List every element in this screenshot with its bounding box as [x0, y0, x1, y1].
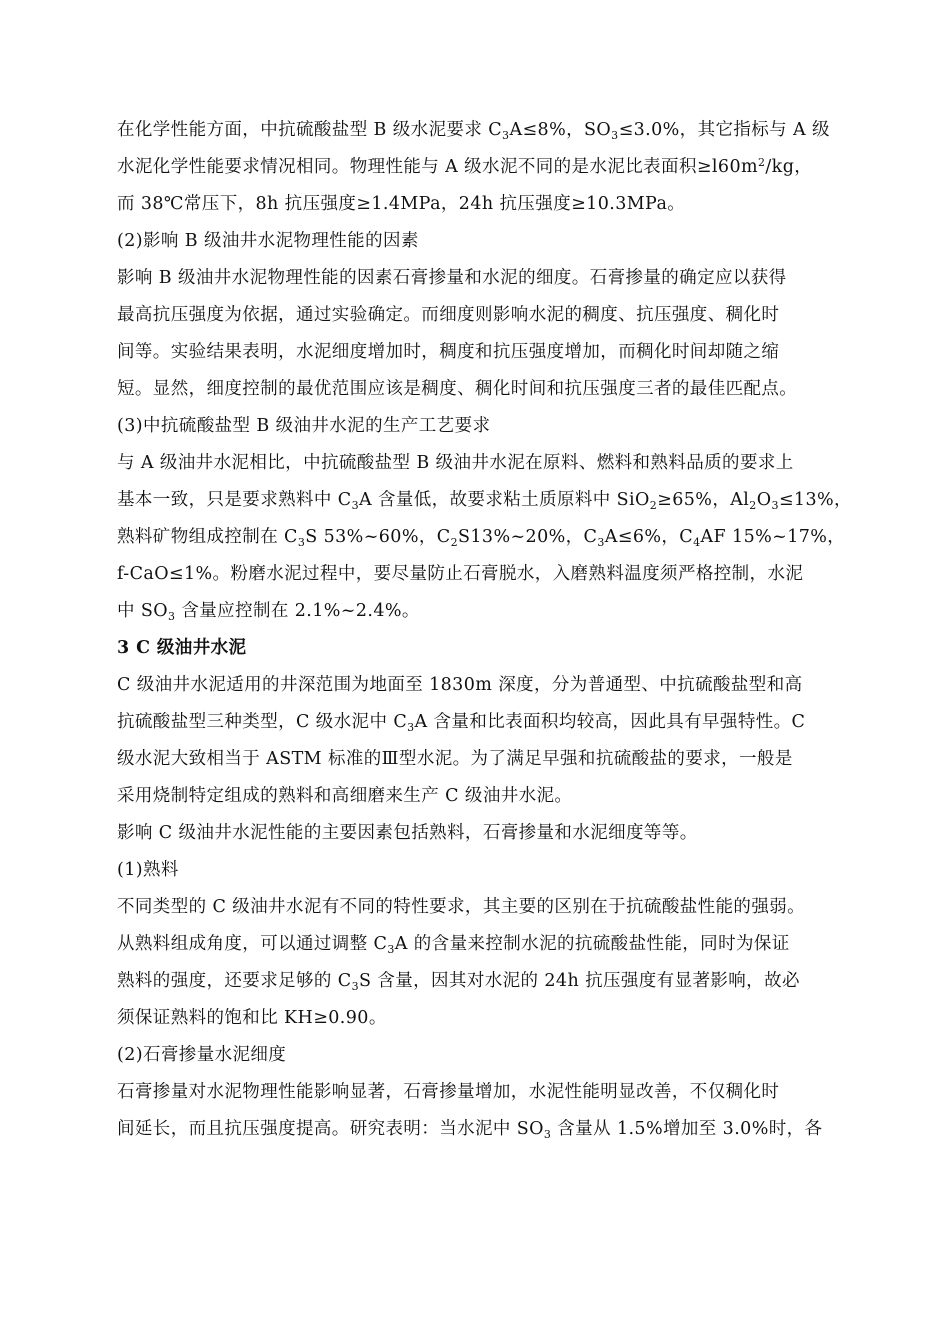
text-line	[117, 963, 837, 1000]
superscript: 2	[757, 156, 766, 169]
text-line	[117, 889, 837, 926]
text-run: 而 38℃常压下，8h 抗压强度≥1.4MPa，24h 抗压强度≥10.3MPa。	[117, 194, 686, 214]
subscript: 3	[387, 943, 395, 956]
subscript: 3	[597, 536, 605, 549]
subscript: 3	[168, 610, 176, 623]
text-line	[117, 334, 837, 371]
text-run: 在化学性能方面，中抗硫酸盐型 B 级水泥要求 C	[117, 120, 503, 140]
text-run: 熟料矿物组成控制在 C	[117, 527, 298, 547]
subscript: 3	[611, 129, 619, 142]
subscript: 4	[693, 536, 701, 549]
text-run: ≤13%，	[778, 490, 852, 510]
text-run: 中 SO	[117, 601, 168, 621]
text-run: S 含量，因其对水泥的 24h 抗压强度有显著影响，故必	[358, 971, 800, 991]
text-run: (2)影响 B 级油井水泥物理性能的因素	[117, 231, 419, 251]
subscript: 2	[450, 536, 458, 549]
text-run: 间等。实验结果表明，水泥细度增加时，稠度和抗压强度增加，而稠化时间却随之缩	[117, 342, 780, 362]
text-run: 级水泥大致相当于 ASTM 标准的Ⅲ型水泥。为了满足早强和抗硫酸盐的要求，一般是	[117, 749, 793, 769]
text-run: O	[756, 490, 772, 510]
subscript: 3	[502, 129, 510, 142]
text-line	[117, 519, 846, 556]
text-run: 水泥化学性能要求情况相同。物理性能与 A 级水泥不同的是水泥比表面积≥l60m	[117, 157, 758, 177]
text-run: 从熟料组成角度，可以通过调整 C	[117, 934, 388, 954]
text-run: 最高抗压强度为依据，通过实验确定。而细度则影响水泥的稠度、抗压强度、稠化时	[117, 305, 780, 325]
text-line	[117, 186, 837, 223]
text-run: /kg，	[765, 157, 813, 177]
text-line	[117, 260, 837, 297]
text-run: 须保证熟料的饱和比 KH≥0.90。	[117, 1008, 387, 1028]
text-run: A 的含量来控制水泥的抗硫酸盐性能，同时为保证	[394, 934, 790, 954]
text-line	[117, 112, 837, 149]
text-run: 石膏掺量对水泥物理性能影响显著，石膏掺量增加，水泥性能明显改善，不仅稠化时	[117, 1082, 780, 1102]
text-run: A≤6%，C	[604, 527, 694, 547]
text-line	[117, 852, 837, 889]
text-run: 影响 B 级油井水泥物理性能的因素石膏掺量和水泥的细度。石膏掺量的确定应以获得	[117, 268, 787, 288]
subscript: 2	[649, 499, 658, 512]
text-run: 抗硫酸盐型三种类型，C 级水泥中 C	[117, 712, 408, 732]
text-line	[117, 149, 837, 186]
text-line	[117, 1074, 837, 1111]
text-run: AF 15%~17%，	[700, 527, 846, 547]
text-line	[117, 926, 837, 963]
text-line	[117, 704, 837, 741]
text-run: 间延长，而且抗压强度提高。研究表明：当水泥中 SO	[117, 1119, 544, 1139]
text-run: 短。显然，细度控制的最优范围应该是稠度、稠化时间和抗压强度三者的最佳匹配点。	[117, 379, 798, 399]
subscript: 3	[351, 499, 359, 512]
subscript: 3	[543, 1128, 552, 1141]
text-run: 不同类型的 C 级油井水泥有不同的特性要求，其主要的区别在于抗硫酸盐性能的强弱。	[117, 897, 806, 917]
text-run: 含量从 1.5%增加至 3.0%时，各	[551, 1119, 823, 1139]
text-run: C 级油井水泥适用的井深范围为地面至 1830m 深度，分为普通型、中抗硫酸盐型和高	[117, 675, 803, 695]
subscript: 2	[749, 499, 757, 512]
text-run: ≤3.0%，其它指标与 A 级	[618, 120, 830, 140]
text-line	[117, 408, 837, 445]
text-run: f-CaO≤1%。粉磨水泥过程中，要尽量防止石膏脱水，入磨熟料温度须严格控制，水泥	[117, 564, 804, 584]
text-line	[117, 371, 837, 408]
document-body	[117, 112, 852, 1148]
text-run: 含量应控制在 2.1%~2.4%。	[175, 601, 420, 621]
text-run: 熟料的强度，还要求足够的 C	[117, 971, 352, 991]
text-run: A 含量和比表面积均较高，因此具有早强特性。C	[414, 712, 806, 732]
subscript: 3	[407, 721, 415, 734]
text-line	[117, 223, 837, 260]
subscript: 3	[297, 536, 306, 549]
text-line	[117, 1037, 837, 1074]
text-run: 影响 C 级油井水泥性能的主要因素包括熟料，石膏掺量和水泥细度等等。	[117, 823, 698, 843]
text-run: S 53%~60%，C	[305, 527, 451, 547]
text-line	[117, 445, 837, 482]
text-run: A≤8%，SO	[509, 120, 612, 140]
text-line	[117, 556, 837, 593]
text-line	[117, 1000, 837, 1037]
text-run: (1)熟料	[117, 860, 179, 880]
text-run: 与 A 级油井水泥相比，中抗硫酸盐型 B 级油井水泥在原料、燃料和熟料品质的要求上	[117, 453, 794, 473]
text-run: (3)中抗硫酸盐型 B 级油井水泥的生产工艺要求	[117, 416, 491, 436]
section-heading	[117, 630, 837, 667]
text-line	[117, 297, 837, 334]
subscript: 3	[771, 499, 779, 512]
text-run: 3 C 级油井水泥	[117, 638, 247, 658]
subscript: 3	[351, 980, 359, 993]
text-run: S13%~20%，C	[457, 527, 598, 547]
text-line	[117, 1111, 837, 1148]
text-line	[117, 741, 837, 778]
text-line	[117, 593, 837, 630]
text-line	[117, 667, 837, 704]
text-run: ≥65%，Al	[657, 490, 750, 510]
text-line	[117, 815, 837, 852]
text-run: 基本一致，只是要求熟料中 C	[117, 490, 352, 510]
text-run: (2)石膏掺量水泥细度	[117, 1045, 287, 1065]
text-run: A 含量低，故要求粘土质原料中 SiO	[358, 490, 650, 510]
text-line	[117, 778, 837, 815]
text-line	[117, 482, 852, 519]
text-run: 采用烧制特定组成的熟料和高细磨来生产 C 级油井水泥。	[117, 786, 573, 806]
